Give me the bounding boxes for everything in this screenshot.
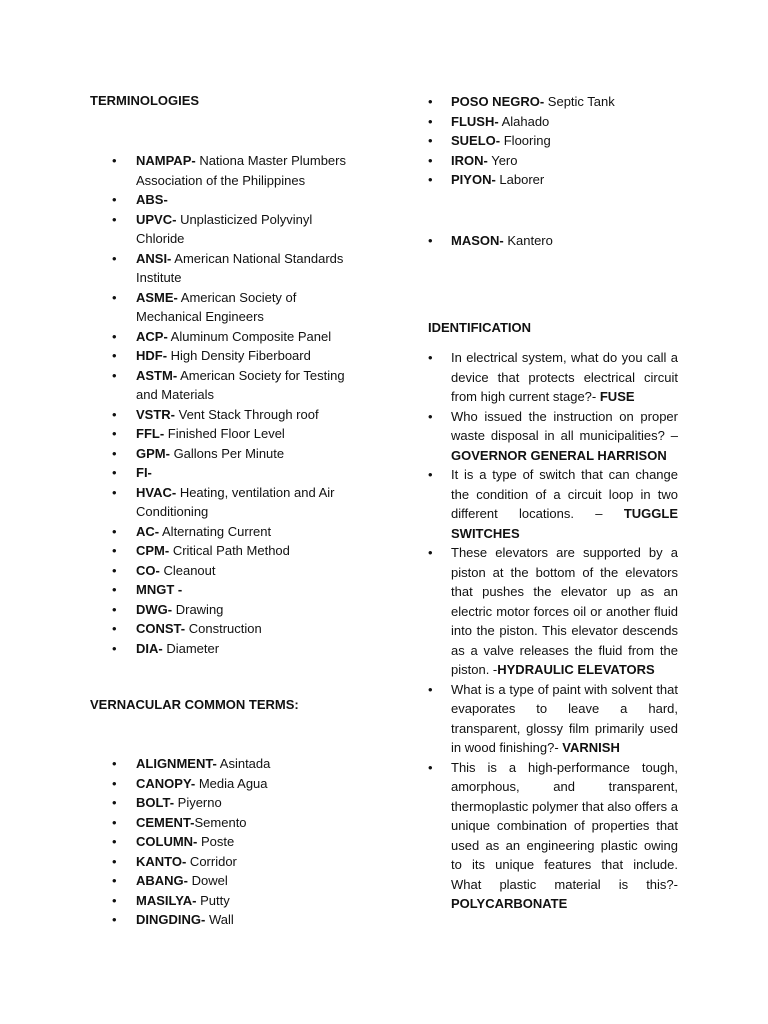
term-definition: Unplasticized Polyvinyl Chloride [136,211,313,246]
list-item [112,483,352,522]
term-label: ASTM- [136,367,178,383]
term-definition: Poste [197,834,235,849]
bullet-icon: • [112,582,117,597]
term-label: FFL- [136,426,165,441]
term-label: UPVC- [136,211,177,227]
answer-text: POLYCARBONATE [451,896,568,911]
term-label: MNGT - [136,582,183,597]
term-label: ANSI- [136,250,172,266]
term-label: DWG- [136,601,173,617]
list-item [428,231,678,251]
term-definition: Gallons Per Minute [169,445,285,461]
term-label: CPM- [136,543,170,558]
question-text: These elevators are supported by a piston at the bottom of the elevators that pushes the elevator up as an electric motor forces oil or another fluid into the piston. This elevator descends as a valve releases the fluid from the piston. - [451,545,678,677]
bullet-icon: • [112,484,117,500]
list-item [112,366,352,405]
term-definition: Wall [205,912,234,927]
answer-text: VARNISH [562,740,620,755]
term-label: PIYON- [451,172,496,187]
question-text: In electrical system, what do you call a device that protects electrical circuit from high current stage?- [451,350,678,404]
bullet-icon: • [112,289,117,305]
list-item [112,832,352,852]
list-item [428,112,678,132]
vernacular-list-right [428,92,678,190]
term-label: ACP- [136,328,168,344]
term-definition: Heating, ventilation and Air Conditioning [136,484,335,519]
list-item [112,871,352,891]
list-item [428,151,678,171]
list-item [112,561,352,581]
bullet-icon: • [428,350,433,365]
term-definition: Alahado [498,113,550,129]
bullet-icon: • [112,465,117,480]
question-text: It is a type of switch that can change the condition of a circuit loop in two different locations. – [451,467,678,521]
terminologies-list [112,151,352,658]
term-definition: Flooring [500,133,551,148]
term-label: MASILYA- [136,892,197,908]
bullet-icon: • [112,192,117,207]
bullet-icon: • [112,211,117,227]
term-definition: Corridor [186,853,237,869]
list-item [428,92,678,112]
answer-text: FUSE [599,389,635,404]
bullet-icon: • [112,814,117,830]
list-item [112,210,352,249]
bullet-icon: • [112,853,117,869]
list-item [428,348,678,407]
bullet-icon: • [112,756,117,771]
list-item [112,405,352,425]
list-item [112,580,352,600]
term-label: DINGDING- [136,912,206,927]
term-label: BOLT- [136,795,175,810]
term-definition: Yero [487,152,518,168]
list-item [112,619,352,639]
question-text: Who issued the instruction on proper waste disposal in all municipalities? – [451,408,678,443]
bullet-icon: • [428,408,433,424]
term-definition: Cleanout [159,562,216,578]
term-label: DIA- [136,640,163,656]
bullet-icon: • [112,426,117,441]
bullet-icon: • [112,873,117,888]
list-item [112,754,352,774]
bullet-icon: • [428,152,433,168]
term-definition: Diameter [162,640,220,656]
list-item [428,170,678,190]
term-definition: Vent Stack Through roof [175,406,319,422]
term-label: MASON- [451,233,504,248]
term-label: ASME- [136,289,178,305]
term-definition: Putty [196,892,230,908]
bullet-icon: • [428,681,433,697]
list-item [112,424,352,444]
list-item [112,891,352,911]
bullet-icon: • [112,348,117,363]
list-item [428,543,678,680]
list-item [112,813,352,833]
answer-text: HYDRAULIC ELEVATORS [497,662,655,677]
terminologies-heading: TERMINOLOGIES [90,93,200,108]
list-item [112,463,352,483]
bullet-icon: • [112,562,117,578]
term-label: HVAC- [136,484,177,500]
term-label: VSTR- [136,406,175,422]
term-label: AC- [136,523,160,539]
bullet-icon: • [428,94,433,109]
term-label: CO- [136,562,160,578]
term-label: IRON- [451,152,488,168]
term-label: ALIGNMENT- [136,756,217,771]
list-item [428,758,678,914]
list-item [112,541,352,561]
vernacular-list-right-2 [428,231,678,251]
bullet-icon: • [112,250,117,266]
bullet-icon: • [112,640,117,656]
term-label: CEMENT- [136,814,195,830]
term-label: ABS- [136,192,168,207]
term-definition: Drawing [172,601,224,617]
bullet-icon: • [428,133,433,148]
bullet-icon: • [428,545,433,560]
term-definition: Asintada [216,756,271,771]
term-label: ABANG- [136,873,188,888]
term-definition: Media Agua [195,775,268,791]
list-item [428,465,678,543]
term-definition: Finished Floor Level [164,426,285,441]
list-item [428,131,678,151]
term-label: GPM- [136,445,170,461]
list-item [112,852,352,872]
list-item [112,600,352,620]
list-item [112,151,352,190]
term-definition: High Density Fiberboard [167,348,311,363]
list-item [112,793,352,813]
term-label: COLUMN- [136,834,198,849]
term-label: FI- [136,465,152,480]
list-item [112,288,352,327]
term-definition: American National Standards Institute [136,250,344,285]
term-definition: Kantero [503,233,553,248]
vernacular-heading: VERNACULAR COMMON TERMS: [90,697,299,712]
bullet-icon: • [112,406,117,422]
term-definition: Aluminum Composite Panel [167,328,332,344]
bullet-icon: • [112,912,117,927]
vernacular-list-left [112,754,352,930]
bullet-icon: • [112,153,117,168]
term-definition: American Society of Mechanical Engineers [136,289,297,324]
term-label: HDF- [136,348,168,363]
bullet-icon: • [428,467,433,482]
bullet-icon: • [428,759,433,775]
list-item [112,639,352,659]
list-item [112,774,352,794]
answer-text: GOVERNOR GENERAL HARRISON [451,447,667,463]
list-item [112,327,352,347]
bullet-icon: • [112,775,117,791]
list-item [112,910,352,930]
list-item [112,522,352,542]
term-label: KANTO- [136,853,187,869]
bullet-icon: • [112,543,117,558]
bullet-icon: • [112,523,117,539]
question-text: What is a type of paint with solvent that evaporates to leave a hard, transparent, glossy film primarily used in wood finishing?- [451,681,678,755]
term-label: NAMPAP- [136,153,196,168]
question-text: This is a high-performance tough, amorphous, and transparent, thermoplastic polymer that also offers a unique combination of properties that used as an engineering plastic owing to its unique features that include. What plastic material is this?- [451,759,678,892]
term-definition: Alternating Current [159,523,272,539]
term-definition: Critical Path Method [169,543,290,558]
bullet-icon: • [428,172,433,187]
bullet-icon: • [112,795,117,810]
bullet-icon: • [112,834,117,849]
term-label: CANOPY- [136,775,196,791]
term-label: POSO NEGRO- [451,94,545,109]
list-item [428,407,678,466]
list-item [112,346,352,366]
identification-list [428,348,678,914]
term-label: SUELO- [451,133,501,148]
list-item [112,190,352,210]
term-label: FLUSH- [451,113,499,129]
term-definition: Piyerno [174,795,222,810]
bullet-icon: • [112,328,117,344]
term-definition: Nationa Master Plumbers Association of the Philippines [136,153,346,188]
answer-text: TUGGLE SWITCHES [451,506,678,541]
bullet-icon: • [428,233,433,248]
list-item [428,680,678,758]
term-definition: Septic Tank [544,94,615,109]
term-definition: Dowel [188,873,228,888]
bullet-icon: • [112,621,117,636]
bullet-icon: • [112,601,117,617]
bullet-icon: • [428,113,433,129]
bullet-icon: • [112,445,117,461]
term-definition: Laborer [495,172,545,187]
term-label: CONST- [136,621,186,636]
list-item [112,444,352,464]
bullet-icon: • [112,892,117,908]
identification-heading: IDENTIFICATION [428,320,532,335]
list-item [112,249,352,288]
term-definition: Construction [185,621,262,636]
term-definition: Semento [194,814,247,830]
bullet-icon: • [112,367,117,383]
term-definition: American Society for Testing and Materials [136,367,345,402]
